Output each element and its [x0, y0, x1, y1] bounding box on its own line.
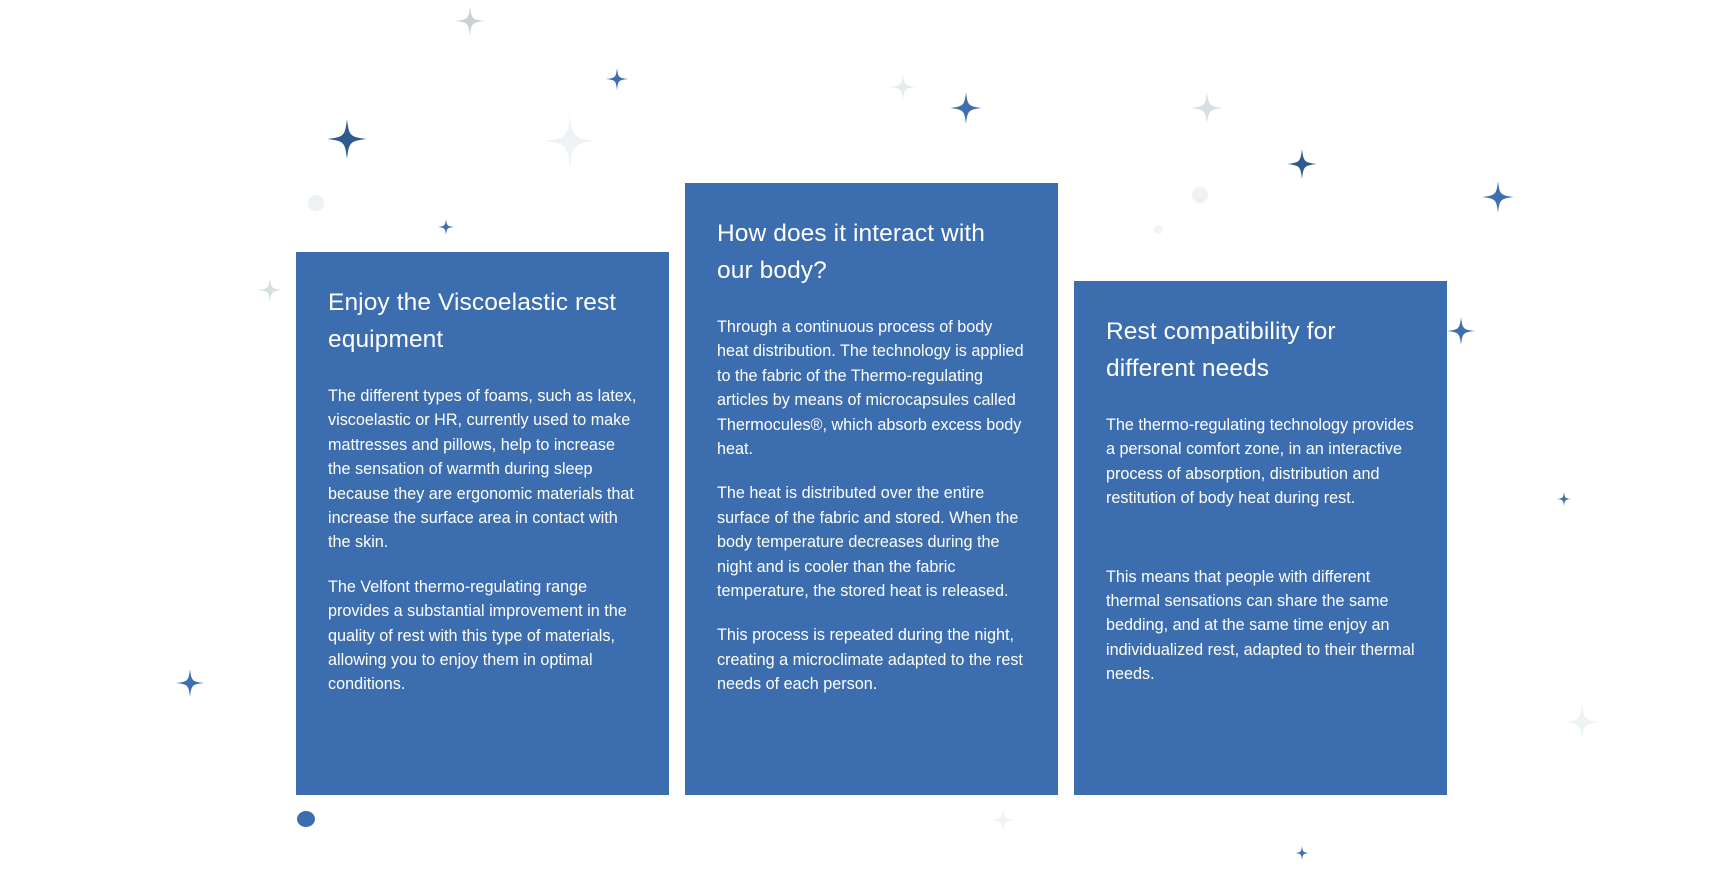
star-icon [257, 277, 283, 303]
star-icon [889, 73, 917, 101]
card-paragraph: The thermo-regulating technology provides a personal comfort zone, in an interactive process of absorption, distribution and restitution of body heat during rest. [1106, 416, 1414, 508]
star-icon [949, 91, 983, 125]
card-title: Enjoy the Viscoelastic rest equipment [328, 289, 617, 353]
star-icon [990, 807, 1016, 833]
star-icon [1481, 180, 1515, 214]
star-icon [175, 668, 205, 698]
dot-icon [308, 195, 324, 211]
card-paragraph: The Velfont thermo-regulating range provides a substantial improvement in the quality of rest with this type of materials, allowing you to enjoy them in optimal conditions. [328, 577, 627, 694]
card-paragraph: The heat is distributed over the entire surface of the fabric and stored. When the body temperature decreases during the night and is cooler than the fabric temperature, the stored heat is released. [717, 484, 1019, 601]
card-title: Rest compatibility for different needs [1106, 318, 1336, 382]
star-icon [1294, 845, 1310, 861]
card-paragraph: The different types of foams, such as latex, viscoelastic or HR, currently used to make mattresses and pillows, help to increase the sensation of warmth during sleep because they are ergonomic materials that increase the surface area in contact with the skin. [328, 387, 637, 552]
card-paragraph: Through a continuous process of body heat distribution. The technology is applied to the fabric of the Thermo-regulating articles by means of microcapsules called Thermocules®, which absorb excess body heat. [717, 318, 1024, 459]
card-paragraph: This means that people with different thermal sensations can share the same bedding, and at the same time enjoy an individualized rest, adapted to their thermal needs. [1106, 567, 1415, 684]
card-title: How does it interact with our body? [717, 220, 986, 284]
star-icon [454, 5, 486, 37]
star-icon [543, 114, 597, 168]
star-icon [1190, 91, 1224, 125]
dot-icon [297, 811, 315, 827]
info-card-rest-compatibility [1074, 281, 1447, 795]
card-paragraph: This process is repeated during the night, creating a microclimate adapted to the rest needs of each person. [717, 626, 1023, 694]
dot-icon [1154, 225, 1163, 234]
star-icon [437, 218, 455, 236]
info-card-viscoelastic [296, 252, 669, 795]
star-icon [1563, 703, 1601, 741]
star-icon [1556, 491, 1572, 507]
star-icon [326, 118, 368, 160]
star-icon [605, 67, 629, 91]
star-icon [1446, 316, 1476, 346]
info-card-body-interaction [685, 183, 1058, 795]
star-icon [1286, 148, 1318, 180]
dot-icon [1192, 187, 1208, 203]
